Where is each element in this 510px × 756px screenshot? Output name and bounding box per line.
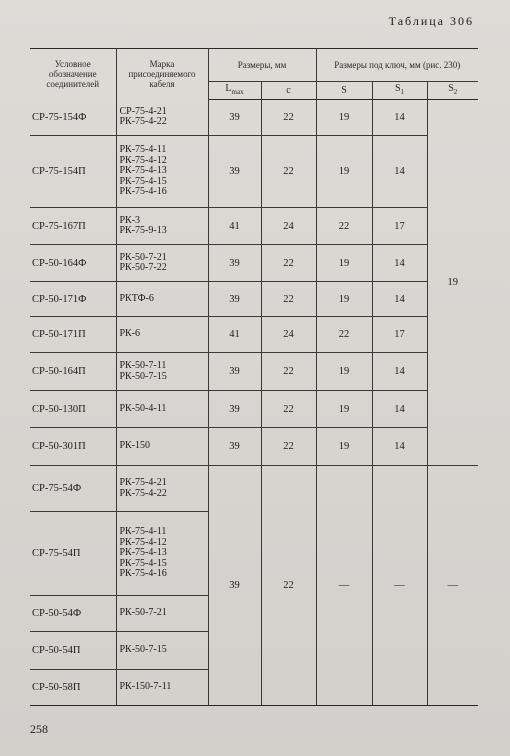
cable-name: РК-50-7-15 [119,644,167,656]
connector-name: СР-50-54П [32,645,81,656]
group-value-s2: — [427,466,478,706]
value-s1: 14 [372,245,427,282]
value-s: 19 [316,353,372,391]
connector-name: СР-50-171П [32,329,86,340]
value-s1: 14 [372,353,427,391]
group-value-lmax: 39 [208,466,261,706]
cable-cell [116,282,208,317]
connector-name: СР-75-54Ф [32,483,82,494]
cable-cell [116,632,208,670]
value-s1: 14 [372,282,427,317]
value-c: 22 [261,245,316,282]
value-c: 24 [261,208,316,245]
header-c: c [261,82,316,100]
cable-cell [116,100,208,136]
cable-name: РК-75-4-16 [119,568,167,580]
value-lmax: 39 [208,245,261,282]
cable-name: РК-6 [119,328,141,340]
page-number: 258 [30,722,48,736]
cable-name: РК-150-7-11 [119,681,172,693]
cable-cell [116,512,208,596]
connector-table [30,48,478,706]
cable-name: РК-150 [119,440,151,452]
cable-name: СР-75-4-21 [119,105,167,117]
value-s: 22 [316,317,372,353]
cable-cell [116,317,208,353]
cable-name: РК-50-7-11 [119,360,167,371]
connector-cell [30,317,116,353]
cable-name: РК-50-7-21 [119,607,167,619]
connector-cell [30,353,116,391]
connector-name: СР-50-130П [32,403,86,415]
cable-cell [116,136,208,208]
group-value-s1: — [372,466,427,706]
cable-name: РК-75-4-13 [119,547,167,559]
connector-cell [30,245,116,282]
connector-cell [30,208,116,245]
cable-name: РК-50-7-21 [119,251,167,263]
connector-name: СР-50-164Ф [32,257,87,269]
cable-name: РК-75-4-21 [119,477,167,488]
connector-name: СР-75-154Ф [32,111,87,123]
table-row [30,282,478,317]
cable-name: РК-75-4-13 [119,165,167,177]
connector-name: СР-50-54Ф [32,608,82,619]
cable-cell [116,466,208,512]
value-lmax: 41 [208,208,261,245]
value-c: 22 [261,100,316,136]
header-lmax: $L_{max}$ [208,82,261,100]
value-s: 19 [316,428,372,466]
value-s: 19 [316,282,372,317]
connector-cell [30,512,116,596]
table-row [30,100,478,136]
connector-cell [30,670,116,706]
header-dimensions: Размеры, мм [208,49,316,82]
table-row [30,136,478,208]
table-row [30,428,478,466]
cable-cell [116,208,208,245]
value-lmax: 39 [208,136,261,208]
header-connector: Условное обозначение соединителей [30,49,116,100]
table-row [30,245,478,282]
value-s1: 17 [372,208,427,245]
value-c: 22 [261,353,316,391]
table-row [30,317,478,353]
cable-name: РК-75-4-15 [119,175,167,187]
connector-name: СР-50-301П [32,441,86,452]
table-row [30,353,478,391]
connector-cell [30,100,116,136]
cable-name: РК-75-9-13 [119,225,167,236]
value-lmax: 39 [208,282,261,317]
cable-cell [116,391,208,428]
cable-cell [116,428,208,466]
value-c: 22 [261,136,316,208]
cable-name: РК-50-4-11 [119,402,167,414]
cable-name: РК-3 [119,214,141,226]
value-s: 19 [316,391,372,428]
cable-name: РК-50-7-15 [119,370,167,382]
cable-name: РК-75-4-11 [119,526,167,538]
cable-name: РК-75-4-22 [119,116,167,128]
value-lmax: 39 [208,100,261,136]
header-s1: $S_1$ [372,82,427,100]
cable-name: РК-75-4-22 [119,487,167,499]
value-c: 22 [261,282,316,317]
cable-cell [116,670,208,706]
connector-cell [30,282,116,317]
value-s1: 14 [372,100,427,136]
value-c: 22 [261,428,316,466]
cable-cell [116,245,208,282]
connector-cell [30,632,116,670]
group-value-s: — [316,466,372,706]
connector-name: СР-50-58П [32,682,81,693]
table-row [30,208,478,245]
connector-name: СР-75-54П [32,548,81,559]
value-s2-shared: 19 [427,100,478,466]
connector-cell [30,466,116,512]
header-key-dimensions: Размеры под ключ, мм (рис. 230) [316,49,478,82]
connector-name: СР-50-171Ф [32,293,87,305]
cable-name: РКТФ-6 [119,292,154,304]
value-s1: 14 [372,391,427,428]
connector-name: СР-75-167П [32,220,86,232]
value-s1: 17 [372,317,427,353]
connector-cell [30,596,116,632]
table-row [30,466,478,512]
value-s: 19 [316,245,372,282]
cable-name: РК-75-4-15 [119,557,167,569]
connector-cell [30,136,116,208]
connector-cell [30,428,116,466]
value-s: 22 [316,208,372,245]
cable-name: РК-75-4-12 [119,154,167,166]
value-s: 19 [316,100,372,136]
cable-name: РК-75-4-12 [119,536,167,548]
connector-cell [30,391,116,428]
cable-cell [116,596,208,632]
value-c: 22 [261,391,316,428]
value-lmax: 39 [208,353,261,391]
table-row [30,391,478,428]
cable-name: РК-75-4-11 [119,144,167,156]
value-c: 24 [261,317,316,353]
connector-name: СР-50-164П [32,366,86,377]
value-s: 19 [316,136,372,208]
value-lmax: 39 [208,391,261,428]
table-title: Таблица 306 [388,14,474,28]
cable-name: РК-75-4-16 [119,186,167,198]
value-s1: 14 [372,136,427,208]
connector-name: СР-75-154П [32,166,86,177]
table-body [30,100,478,706]
cable-name: РК-50-7-22 [119,262,167,273]
header-cable: Марка присоединяемого кабеля [116,49,208,100]
value-lmax: 39 [208,428,261,466]
cable-cell [116,353,208,391]
value-lmax: 41 [208,317,261,353]
header-s: S [316,82,372,100]
value-s1: 14 [372,428,427,466]
group-value-c: 22 [261,466,316,706]
header-s2: $S_2$ [427,82,478,100]
